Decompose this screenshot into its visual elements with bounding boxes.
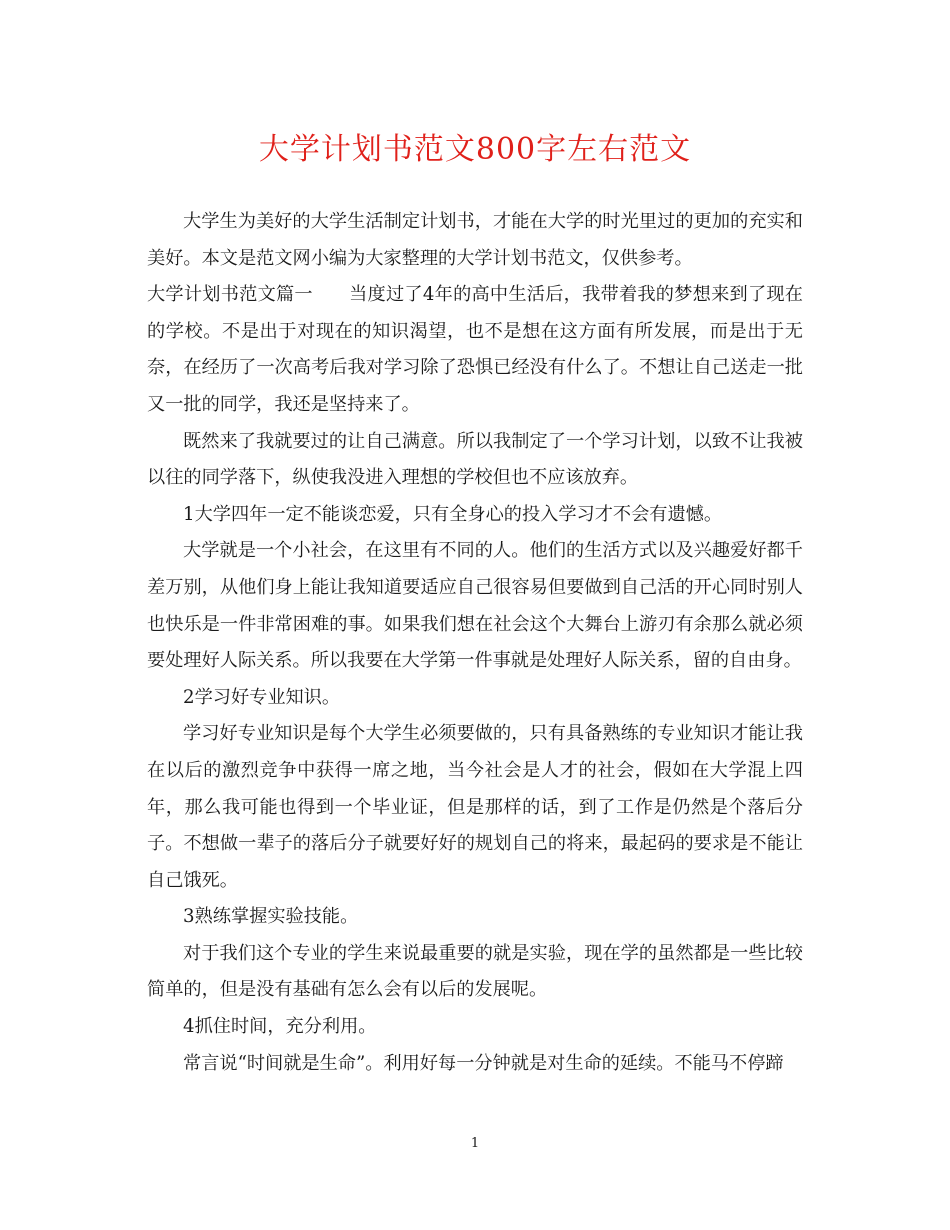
paragraph: 对于我们这个专业的学生来说最重要的就是实验，现在学的虽然都是一些比较简单的，但是没有基础有怎么会有以后的发展呢。 [147, 942, 803, 1001]
paragraph: 大学就是一个小社会，在这里有不同的人。他们的生活方式以及兴趣爱好都千差万别，从他们身上能让我知道要适应自己很容易但要做到自己活的开心同时别人也快乐是一件非常困难的事。如果我们想在社会这个大舞台上游刃有余那么就必须要处理好人际关系。所以我要在大学第一件事就是处理好人际关系，留的自由身。 [147, 540, 803, 672]
intro-paragraph: 大学生为美好的大学生活制定计划书，才能在大学的时光里过的更加的充实和美好。本文是范文网小编为大家整理的大学计划书范文，仅供参考。 [147, 211, 803, 269]
document-body [147, 204, 803, 1082]
paragraph: 学习好专业知识是每个大学生必须要做的，只有具备熟练的专业知识才能让我在以后的激烈竞争中获得一席之地，当今社会是人才的社会，假如在大学混上四年，那么我可能也得到一个毕业证，但是那样的话，到了工作是仍然是个落后分子。不想做一辈子的落后分子就要好好的规划自己的将来，最起码的要求是不能让自己饿死。 [147, 723, 803, 891]
section-text: 当度过了4年的高中生活后，我带着我的梦想来到了现在的学校。不是出于对现在的知识渴望，也不是想在这方面有所发展，而是出于无奈，在经历了一次高考后我对学习除了恐惧已经没有什么了。不想让自己送走一批又一批的同学，我还是坚持来了。 [147, 284, 803, 415]
page-number: 1 [470, 1136, 480, 1151]
list-item-heading: 2学习好专业知识。 [183, 686, 341, 708]
paragraph: 既然来了我就要过的让自己满意。所以我制定了一个学习计划，以致不让我被以往的同学落下，纵使我没进入理想的学校但也不应该放弃。 [147, 430, 803, 489]
section-paragraph [147, 277, 803, 423]
list-item-heading: 4抓住时间，充分利用。 [183, 1016, 377, 1038]
list-item-heading: 3熟练掌握实验技能。 [183, 906, 359, 928]
document-title: 大学计划书范文800字左右范文 [258, 132, 692, 167]
section-heading: 大学计划书范文篇一 [147, 284, 313, 306]
list-item-heading: 1大学四年一定不能谈恋爱，只有全身心的投入学习才不会有遗憾。 [183, 503, 723, 525]
paragraph: 常言说“时间就是生命”。利用好每一分钟就是对生命的延续。不能马不停蹄 [183, 1052, 784, 1074]
